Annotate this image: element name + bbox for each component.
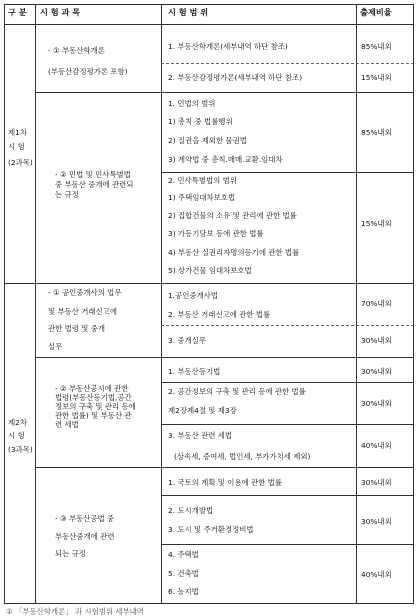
exam2-s3-row2-line2: 3. 도시 및 주거환경정비법	[168, 525, 254, 534]
exam2-s2-row3-ratio: 40%내외	[361, 441, 392, 450]
exam2-s2-row3-line1: 3. 부동산 관련 세법	[168, 431, 233, 440]
special-item-1: 2. 민사특별법의 범위	[168, 176, 237, 185]
divider	[35, 357, 414, 358]
special-item-6: 5) 상가건물 임대차보호법	[168, 266, 252, 275]
civil-item-1: 1. 민법의 범위	[168, 99, 216, 108]
exam2-subject3-line1: - ③ 부동산공법 중	[55, 514, 115, 523]
exam2-s2-row1-ratio: 30%내외	[361, 367, 392, 376]
divider	[35, 467, 414, 468]
exam2-s3-row3-line1: 4. 주택법	[168, 550, 199, 559]
exam2-s2-row3-line2: (상속세, 증여세, 법인세, 부가가치세 제외)	[174, 452, 311, 461]
exam2-label-1: 제2차	[8, 418, 27, 427]
exam2-s2-row2-line1: 2. 공간정보의 구축 및 관리 등에 관한 법률	[168, 387, 306, 396]
divider	[161, 495, 414, 496]
exam2-subject1-line2: 및 부동산 거래신고에	[48, 307, 117, 316]
civil-item-2: 1) 총칙 중 법률행위	[168, 117, 233, 126]
divider	[161, 382, 414, 383]
exam2-subject2-line3: 정보의 구축 및 관리 등에	[55, 402, 136, 411]
exam1-subject2-line3: 는 규정	[55, 190, 79, 199]
exam2-subject1-line3: 관한 법령 및 중개	[48, 324, 106, 333]
exam2-s1-row1-line2: 2. 부동산 거래신고에 관한 법률	[168, 310, 271, 319]
exam2-subject1-line4: 실무	[48, 342, 63, 351]
divider	[35, 92, 414, 93]
exam1-subject2-line2: 중 부동산 중개에 관련되	[55, 180, 134, 189]
special-ratio: 15%내외	[361, 219, 392, 228]
exam1-label-1: 제1차	[8, 128, 27, 137]
exam2-subject2-line4: 관한 법률) 및 부동산 관	[55, 411, 132, 420]
special-item-3: 2) 집합건물의 소유 및 관리에 관한 법률	[168, 211, 297, 220]
divider	[356, 4, 357, 604]
exam1-subject1-line1: - ① 부동산학개론	[48, 46, 105, 55]
exam2-subject2-line2: 법령(부동산등기법,공간	[55, 393, 132, 402]
dashed-divider	[161, 63, 414, 64]
exam2-s3-row1-line1: 1. 국토의 계획 및 이용에 관한 법률	[168, 478, 282, 487]
exam2-subject2-line5: 련 세법	[55, 420, 79, 429]
exam2-s3-row1-ratio: 30%내외	[361, 478, 392, 487]
exam2-s3-row3-line2: 5. 건축법	[168, 569, 199, 578]
civil-item-3: 2) 질권을 제외한 물권법	[168, 136, 247, 145]
exam2-s2-row2-line2: 제2장제4절 및 제3장	[168, 406, 237, 415]
exam2-s1-row1-line1: 1.공인중개사법	[168, 291, 218, 300]
header-ratio: 출제비율	[360, 7, 392, 17]
divider	[161, 424, 414, 425]
dashed-divider	[161, 325, 414, 326]
exam2-s2-row2-ratio: 30%내외	[361, 399, 392, 408]
exam1-subject2-line1: - ② 민법 및 민사특별법	[55, 170, 131, 179]
exam2-s3-row3-ratio: 40%내외	[361, 570, 392, 579]
exam2-subject3-line3: 되는 규정	[55, 549, 86, 558]
header-scope: 시 험 범 위	[168, 7, 209, 17]
divider	[161, 172, 414, 173]
exam2-label-3: (3과목)	[8, 445, 33, 454]
exam2-subject2-line1: - ② 부동산공시에 관한	[55, 384, 129, 393]
divider	[161, 544, 414, 545]
exam1-scope-row1: 1. 부동산학개론(세부내역 하단 참조)	[168, 42, 288, 51]
exam1-ratio-row1: 85%내외	[361, 42, 392, 51]
exam1-ratio-row2: 15%내외	[361, 73, 392, 82]
special-item-4: 3) 가등기담보 등에 관한 법률	[168, 229, 264, 238]
exam2-s1-row2-line1: 3. 중개실무	[168, 336, 206, 345]
exam2-s3-row3-line3: 6. 농지법	[168, 587, 199, 596]
special-item-5: 4) 부동산 실권리자명의등기에 관한 법률	[168, 248, 300, 257]
exam2-s3-row2-ratio: 30%내외	[361, 517, 392, 526]
divider	[4, 283, 414, 284]
exam2-s2-row1-line1: 1. 부동산등기법	[168, 367, 221, 376]
exam2-label-2: 시 험	[8, 431, 25, 440]
exam1-scope-row2: 2. 부동산감정평가론(세부내역 하단 참조)	[168, 73, 303, 82]
exam1-label-2: 시 험	[8, 142, 25, 151]
header-gubun: 구 분	[8, 7, 27, 17]
header-subject: 시 험 과 목	[40, 7, 81, 17]
divider	[35, 4, 36, 604]
exam2-s1-row1-ratio: 70%내외	[361, 299, 392, 308]
exam2-subject3-line2: 부동산중개에 관련	[55, 532, 115, 541]
exam2-subject1-line1: - ① 공인중개사의 업무	[48, 288, 122, 297]
exam1-label-3: (2과목)	[8, 158, 33, 167]
footer-note: ① 「부동산학개론」 과 시험범위 세부내역	[6, 607, 144, 616]
special-item-2: 1) 주택임대차보호법	[168, 193, 236, 202]
exam1-subject1-line2: (부동산감정평가론 포함)	[48, 67, 128, 76]
divider	[161, 4, 162, 604]
exam2-s3-row2-line1: 2. 도시개발법	[168, 506, 214, 515]
civil-item-4: 3) 계약법 중 총칙.매매.교환.임대차	[168, 155, 283, 164]
exam2-s1-row2-ratio: 30%내외	[361, 336, 392, 345]
civil-ratio: 85%내외	[361, 128, 392, 137]
divider	[4, 24, 414, 25]
